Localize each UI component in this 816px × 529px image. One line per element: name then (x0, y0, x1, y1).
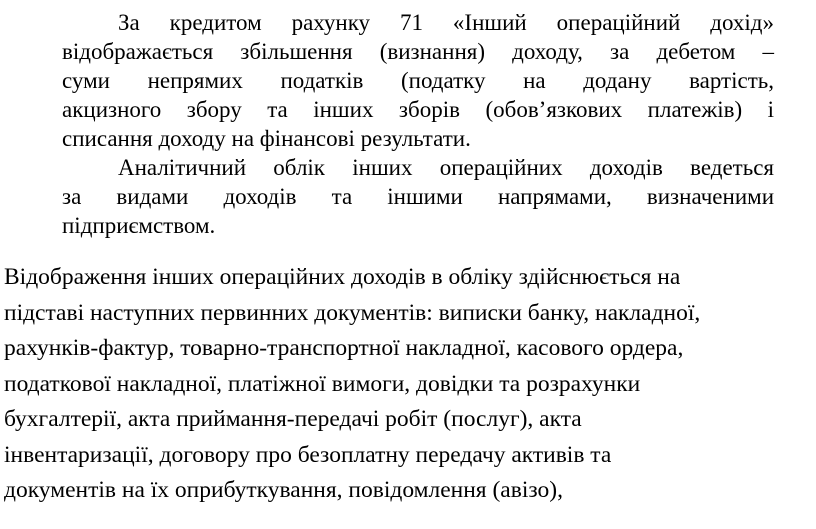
paragraph-analytical-accounting (62, 153, 774, 240)
paragraph-line: акцизного збору та інших зборів (обов’язкових платежів) і (62, 97, 774, 122)
paragraph-line: підставі наступних первинних документів: виписки банку, накладної, (4, 299, 701, 326)
paragraph-line: За кредитом рахунку 71 «Інший операційний дохід» (118, 10, 774, 35)
paragraph-line: податкової накладної, платіжної вимоги, довідки та розрахунки (4, 370, 641, 397)
paragraph-line: рахунків-фактур, товарно-транспортної накладної, касового ордера, (4, 335, 684, 361)
paragraph-account-71 (62, 8, 774, 153)
paragraph-line: Відображення інших операційних доходів в обліку здійснюється на (4, 264, 681, 290)
flush-text-block (4, 260, 812, 509)
paragraph-line: бухгалтерії, акта приймання-передачі робіт (послуг), акта (4, 406, 582, 432)
paragraph-line: списання доходу на фінансові результати. (62, 126, 471, 151)
paragraph-line: Аналітичний облік інших операційних доходів ведеться (118, 155, 774, 180)
paragraph-line: суми непрямих податків (податку на додану вартість, (62, 68, 774, 93)
paragraph-line: підприємством. (62, 213, 216, 238)
paragraph-primary-documents (4, 260, 812, 509)
paragraph-line: відображається збільшення (визнання) доходу, за дебетом – (62, 39, 774, 64)
paragraph-line: за видами доходів та іншими напрямами, визначеними (62, 184, 774, 209)
paragraph-line: інвентаризації, договору про безоплатну передачу активів та (4, 441, 612, 468)
indented-text-block (62, 8, 774, 240)
paragraph-line: документів на їх оприбуткування, повідомлення (авізо), (4, 477, 563, 503)
